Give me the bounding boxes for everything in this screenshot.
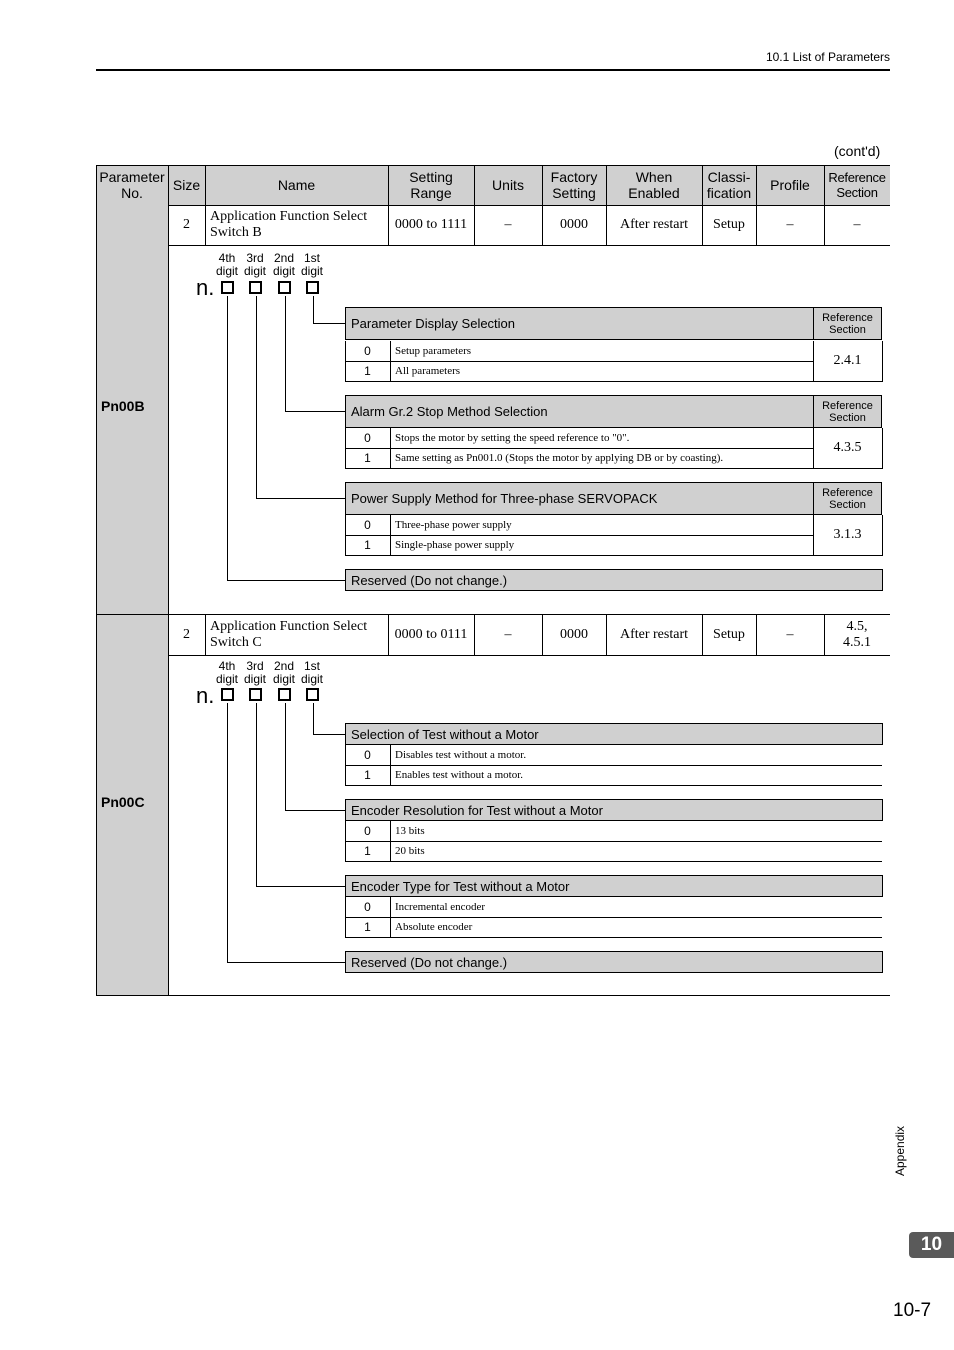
pn00c-digit-label-d4: 4th digit xyxy=(215,659,238,686)
pn00b-digit-connector xyxy=(256,296,257,498)
pn00c-digit-connector xyxy=(285,703,286,810)
pn00b-option-left-rule xyxy=(345,341,346,381)
pn00b-digit-3-title: Power Supply Method for Three-phase SERVOPACK xyxy=(345,482,814,515)
pn00b-name: Application Function Select Switch B xyxy=(210,209,368,240)
pn00c-row-col-rule xyxy=(542,614,543,655)
pn00b-digit-1-option-desc: All parameters xyxy=(395,365,461,377)
pn00c-digit-label-d3: 3rd digit xyxy=(243,659,266,686)
pn00c-digit-1-title: Selection of Test without a Motor xyxy=(345,723,883,745)
column-header-reference: Reference Section xyxy=(828,170,886,200)
pn00b-bottom-rule xyxy=(96,614,890,615)
pn00c-digit-4-title: Reserved (Do not change.) xyxy=(345,951,883,973)
pn00b-factory-setting: 0000 xyxy=(560,217,588,232)
pn00b-when-enabled: After restart xyxy=(619,217,689,232)
header-col-rule xyxy=(702,165,703,205)
pn00c-digit-2-option-value: 1 xyxy=(364,844,371,858)
pn00c-digit-3-title: Encoder Type for Test without a Motor xyxy=(345,875,883,897)
pn00b-digit-1-option-value: 0 xyxy=(364,344,371,358)
pn00b-digit-box-d2 xyxy=(278,281,291,294)
header-col-rule xyxy=(542,165,543,205)
pn00c-digit-box-d1 xyxy=(306,688,319,701)
pn00c-digit-box-d2 xyxy=(278,688,291,701)
page-number: 10-7 xyxy=(893,1300,932,1321)
pn00b-digit-2-ref-header: Reference Section xyxy=(813,395,882,428)
pn00b-digit-box-d4 xyxy=(221,281,234,294)
pn00c-digit-1-option-desc: Enables test without a motor. xyxy=(395,769,524,781)
pn00b-size: 2 xyxy=(183,217,190,232)
pn00b-digit-connector xyxy=(285,411,345,412)
pn00c-digit-3-option-desc: Absolute encoder xyxy=(395,921,473,933)
header-col-rule xyxy=(168,165,169,205)
pn00b-reference: – xyxy=(853,217,861,232)
pn00c-row-col-rule xyxy=(474,614,475,655)
pn00b-digit-connector xyxy=(227,580,345,581)
pn00c-option-mid-rule xyxy=(390,897,391,937)
pn00c-option-left-rule xyxy=(345,897,346,937)
pn00c-digit-3-option-value: 1 xyxy=(364,920,371,934)
pn00b-digit-2-option-value: 1 xyxy=(364,451,371,465)
pn00c-classification: Setup xyxy=(713,626,745,642)
pn00b-option-mid-rule xyxy=(390,515,391,555)
pn00b-option-rule xyxy=(345,555,813,556)
pn00c-digit-connector xyxy=(285,810,345,811)
pn00c-when-enabled: After restart xyxy=(619,626,689,642)
pn00c-option-mid-rule xyxy=(390,745,391,785)
pn00b-row-col-rule xyxy=(824,205,825,245)
pn00b-n-prefix: n. xyxy=(196,275,215,300)
pn00b-option-left-rule xyxy=(345,428,346,468)
pn00b-left-rule xyxy=(168,205,169,614)
pn00c-profile: – xyxy=(786,626,794,642)
pn00c-row-col-rule xyxy=(388,614,389,655)
column-header-size: Size xyxy=(172,177,201,193)
pn00c-parameter-id: Pn00C xyxy=(101,794,145,810)
pn00c-digit-2-option-desc: 20 bits xyxy=(395,845,425,857)
pn00b-digit-3-ref-header: Reference Section xyxy=(813,482,882,515)
pn00c-row-col-rule xyxy=(756,614,757,655)
header-col-rule xyxy=(205,165,206,205)
header-col-rule xyxy=(388,165,389,205)
pn00b-digit-2-title: Alarm Gr.2 Stop Method Selection xyxy=(345,395,814,428)
pn00c-option-mid-rule xyxy=(390,821,391,861)
pn00c-size: 2 xyxy=(183,626,190,642)
pn00b-digit-connector xyxy=(227,296,228,580)
pn00b-digit-connector xyxy=(256,498,345,499)
header-col-rule xyxy=(756,165,757,205)
pn00b-row-col-rule xyxy=(474,205,475,245)
column-header-classification: Classi- fication xyxy=(706,169,752,201)
pn00b-digit-2-option-desc: Stops the motor by setting the speed reference to "0". xyxy=(395,432,630,444)
pn00b-digit-connector xyxy=(313,296,314,323)
side-label: Appendix xyxy=(893,1125,907,1176)
pn00c-digit-connector xyxy=(256,886,345,887)
pn00c-digit-box-d3 xyxy=(249,688,262,701)
pn00c-left-rule xyxy=(168,614,169,995)
contd-label: (cont'd) xyxy=(834,143,881,159)
header-section-title: 10.1 List of Parameters xyxy=(765,50,890,64)
pn00b-digit-1-title: Parameter Display Selection xyxy=(345,307,814,340)
pn00c-digit-3-option-value: 0 xyxy=(364,900,371,914)
pn00b-digit-2-option-value: 0 xyxy=(364,431,371,445)
pn00c-digit-label-d2: 2nd digit xyxy=(272,659,295,686)
pn00b-digit-label-d2: 2nd digit xyxy=(272,251,295,278)
pn00c-option-rule xyxy=(345,861,882,862)
pn00b-option-rule xyxy=(345,381,813,382)
pn00c-digit-1-option-desc: Disables test without a motor. xyxy=(395,749,527,761)
pn00b-row-bottom-rule xyxy=(168,245,890,246)
pn00b-row-col-rule xyxy=(702,205,703,245)
pn00b-digit-1-ref-header: Reference Section xyxy=(813,307,882,340)
pn00c-row-col-rule xyxy=(205,614,206,655)
pn00c-digit-connector xyxy=(313,703,314,734)
pn00b-row-col-rule xyxy=(205,205,206,245)
pn00c-digit-label-d1: 1st digit xyxy=(300,659,323,686)
pn00c-digit-1-option-value: 1 xyxy=(364,768,371,782)
pn00c-factory-setting: 0000 xyxy=(560,626,588,642)
pn00c-option-left-rule xyxy=(345,821,346,861)
pn00c-row-bottom-rule xyxy=(168,655,890,656)
chapter-tab: 10 xyxy=(909,1232,954,1258)
pn00c-digit-2-option-value: 0 xyxy=(364,824,371,838)
column-header-profile: Profile xyxy=(770,177,810,193)
pn00b-units: – xyxy=(504,217,512,232)
pn00c-setting-range: 0000 to 0111 xyxy=(394,626,468,642)
pn00c-digit-box-d4 xyxy=(221,688,234,701)
pn00c-digit-2-title: Encoder Resolution for Test without a Motor xyxy=(345,799,883,821)
pn00c-row-col-rule xyxy=(702,614,703,655)
pn00b-digit-box-d1 xyxy=(306,281,319,294)
pn00c-option-rule xyxy=(345,937,882,938)
pn00b-digit-3-option-desc: Single-phase power supply xyxy=(395,539,515,551)
pn00c-option-left-rule xyxy=(345,745,346,785)
pn00b-digit-3-option-value: 1 xyxy=(364,538,371,552)
pn00b-digit-4-title: Reserved (Do not change.) xyxy=(345,569,883,591)
pn00c-name: Application Function Select Switch C xyxy=(210,618,368,650)
pn00c-n-prefix: n. xyxy=(196,683,215,708)
pn00b-parameter-id: Pn00B xyxy=(101,398,145,414)
pn00c-digit-connector xyxy=(227,962,345,963)
pn00b-digit-label-d4: 4th digit xyxy=(215,251,238,278)
header-rule xyxy=(96,69,890,71)
column-header-factory-setting: Factory Setting xyxy=(550,169,598,201)
pn00b-row-col-rule xyxy=(542,205,543,245)
pn00b-digit-1-option-value: 1 xyxy=(364,364,371,378)
column-header-units: Units xyxy=(492,177,524,193)
pn00b-digit-connector xyxy=(313,323,345,324)
pn00b-digit-3-option-value: 0 xyxy=(364,518,371,532)
table-left-rule xyxy=(96,165,97,995)
pn00c-digit-connector xyxy=(313,734,345,735)
pn00b-digit-box-d3 xyxy=(249,281,262,294)
pn00b-setting-range: 0000 to 1111 xyxy=(394,217,468,232)
pn00b-option-rule xyxy=(345,468,813,469)
pn00b-digit-2-option-desc: Same setting as Pn001.0 (Stops the motor by applying DB or by coasting). xyxy=(395,452,724,464)
pn00b-option-mid-rule xyxy=(390,428,391,468)
pn00c-digit-connector xyxy=(227,703,228,962)
pn00b-row-col-rule xyxy=(606,205,607,245)
pn00b-option-left-rule xyxy=(345,515,346,555)
pn00b-digit-1-ref: 2.4.1 xyxy=(813,341,883,382)
pn00b-digit-label-d3: 3rd digit xyxy=(243,251,266,278)
pn00b-row-col-rule xyxy=(756,205,757,245)
pn00b-digit-1-option-desc: Setup parameters xyxy=(395,345,472,357)
pn00c-digit-1-option-value: 0 xyxy=(364,748,371,762)
pn00c-units: – xyxy=(504,626,512,642)
pn00b-digit-label-d1: 1st digit xyxy=(300,251,323,278)
table-bottom-rule xyxy=(96,995,890,996)
pn00b-digit-connector xyxy=(285,296,286,411)
pn00c-reference: 4.5, 4.5.1 xyxy=(843,618,871,650)
column-header-setting-range: Setting Range xyxy=(409,169,453,201)
pn00b-digit-2-ref: 4.3.5 xyxy=(813,428,883,469)
column-header-param-no: Parameter No. xyxy=(99,169,165,201)
header-col-rule xyxy=(474,165,475,205)
pn00b-option-mid-rule xyxy=(390,341,391,381)
pn00c-digit-connector xyxy=(256,703,257,886)
pn00b-classification: Setup xyxy=(713,217,745,232)
pn00b-digit-3-option-desc: Three-phase power supply xyxy=(395,519,512,531)
header-top-rule xyxy=(96,165,890,166)
pn00c-digit-2-option-desc: 13 bits xyxy=(395,825,425,837)
pn00c-option-rule xyxy=(345,785,882,786)
column-header-when-enabled: When Enabled xyxy=(628,169,680,201)
pn00c-row-col-rule xyxy=(606,614,607,655)
pn00c-digit-3-option-desc: Incremental encoder xyxy=(395,901,486,913)
pn00b-profile: – xyxy=(786,217,794,232)
header-col-rule xyxy=(824,165,825,205)
header-col-rule xyxy=(606,165,607,205)
pn00c-row-col-rule xyxy=(824,614,825,655)
pn00b-row-col-rule xyxy=(388,205,389,245)
pn00b-digit-3-ref: 3.1.3 xyxy=(813,515,883,556)
column-header-name: Name xyxy=(277,177,316,193)
